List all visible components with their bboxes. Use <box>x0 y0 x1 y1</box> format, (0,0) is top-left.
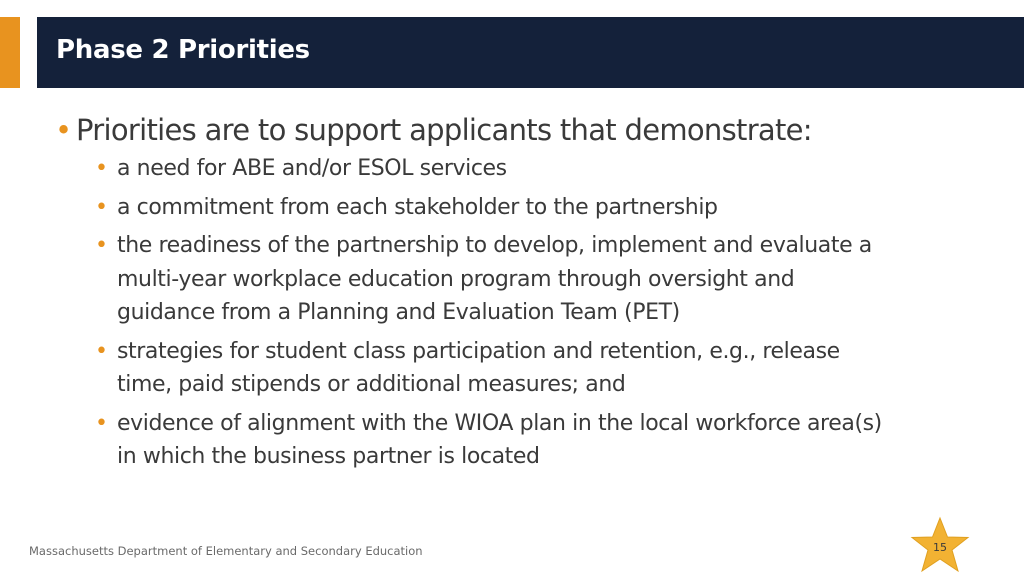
sub-bullet-item <box>95 407 1005 474</box>
sub-bullet-item <box>95 152 1005 186</box>
sub-bullet-list <box>55 152 1005 474</box>
page-number-badge <box>908 516 972 576</box>
slide-title: Phase 2 Priorities <box>56 35 310 65</box>
title-bar <box>37 17 1024 88</box>
sub-bullet-text: multi-year workplace education program through oversight and <box>117 266 795 292</box>
slide-content <box>55 108 1005 479</box>
sub-bullet-text: the readiness of the partnership to develop, implement and evaluate a <box>117 233 872 258</box>
sub-bullet-text: a commitment from each stakeholder to the partnership <box>117 194 718 220</box>
sub-bullet-item <box>95 229 1005 330</box>
main-bullet-text: Priorities are to support applicants that demonstrate: <box>76 113 812 147</box>
main-bullet <box>55 108 1005 152</box>
sub-bullet-text: strategies for student class participation and retention, e.g., release <box>117 338 840 364</box>
sub-bullet-text: in which the business partner is located <box>117 444 540 469</box>
sub-bullet-text: time, paid stipends or additional measures; and <box>117 372 626 397</box>
bullet-dot-icon: • <box>95 156 108 181</box>
bullet-dot-icon: • <box>55 113 72 147</box>
bullet-dot-icon: • <box>95 233 108 258</box>
sub-bullet-item <box>95 191 1005 225</box>
sub-bullet-item <box>95 335 1005 402</box>
bullet-dot-icon: • <box>95 194 108 220</box>
page-number: 15 <box>933 541 947 554</box>
sub-bullet-text: a need for ABE and/or ESOL services <box>117 156 507 181</box>
bullet-dot-icon: • <box>95 338 108 364</box>
sub-bullet-text: evidence of alignment with the WIOA plan in the local workforce area(s) <box>117 410 882 436</box>
footer-organization: Massachusetts Department of Elementary and Secondary Education <box>29 544 423 558</box>
bullet-dot-icon: • <box>95 410 108 436</box>
title-accent-bar <box>0 17 20 88</box>
sub-bullet-text: guidance from a Planning and Evaluation Team (PET) <box>117 300 680 325</box>
